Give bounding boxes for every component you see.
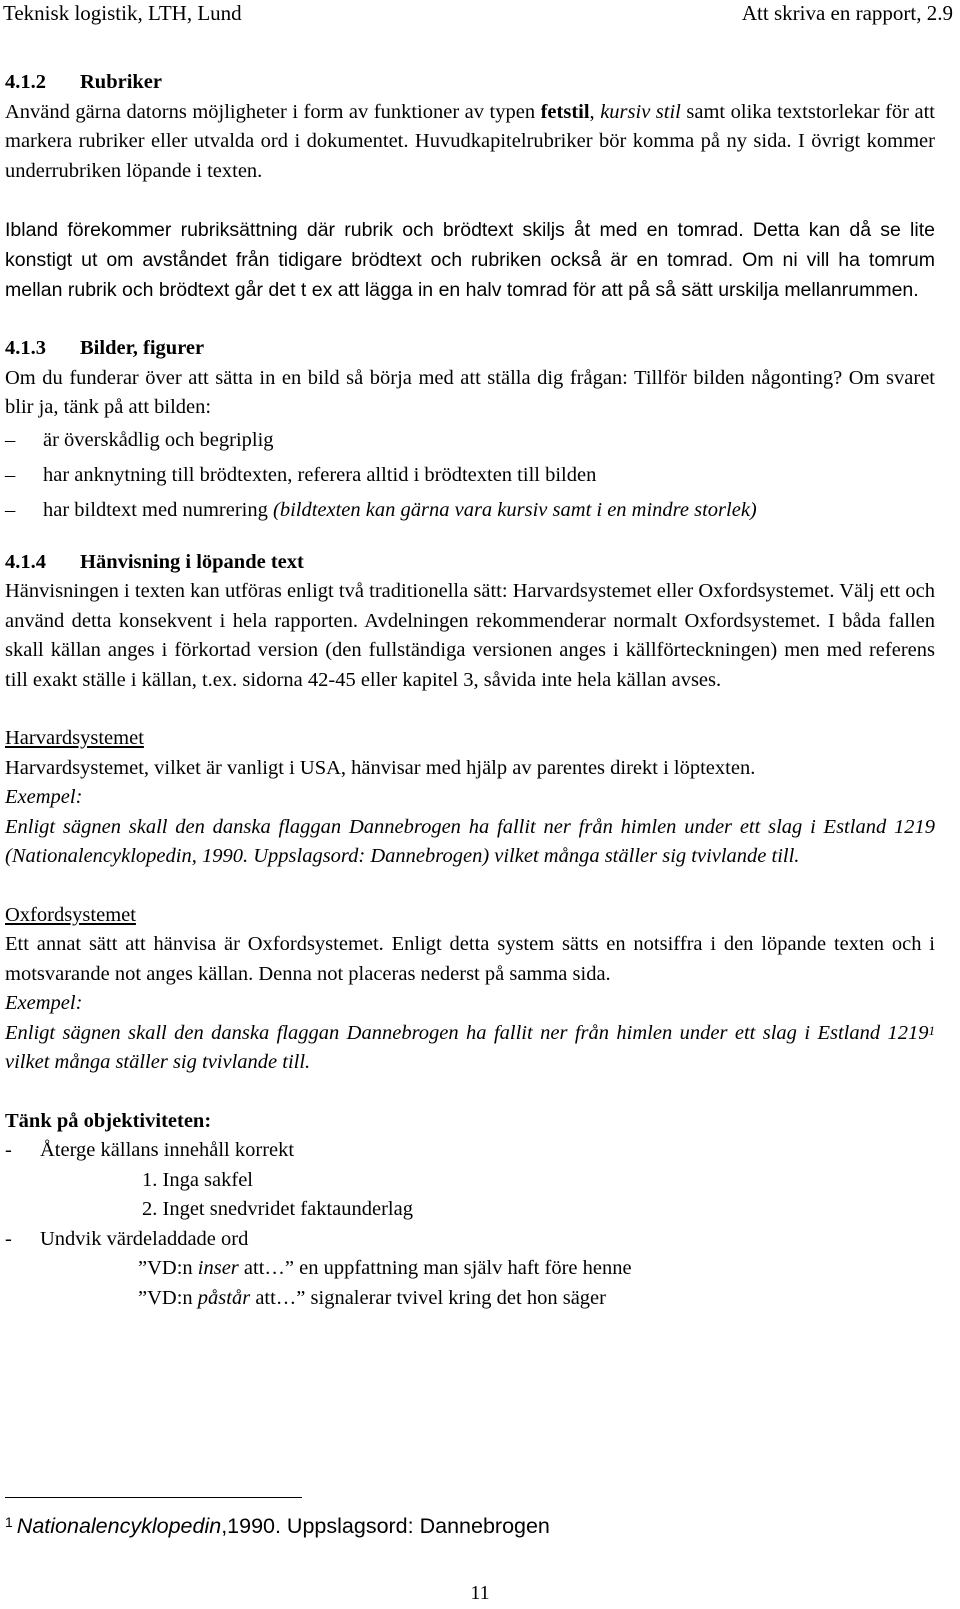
italic-text: inser [197,1257,239,1279]
text-run: Använd gärna datorns möjligheter i form av funktioner av typen [5,100,541,123]
harvard-example: Enligt sägnen skall den danska flaggan Dannebrogen ha fallit ner från himlen under ett slag i Estland 1219 (Nationalencyklopedin, 1990. Uppslagsord: Dannebrogen) vilket många ställer sig tvivlande till. [5,815,935,867]
footnote-number: 1 [5,1514,13,1530]
header-right: Att skriva en rapport, 2.9 [741,1,953,25]
harvard-example-label: Exempel: [5,786,83,808]
section-title: Rubriker [80,71,162,93]
list-item [5,1136,935,1166]
section-number: 4.1.4 [5,550,46,573]
dash-bullet: – [5,498,16,521]
text-run: , [589,100,601,123]
list-item-text [43,493,757,528]
list-item-text: Återge källans innehåll korrekt [40,1139,295,1161]
dash-bullet: – [5,463,16,486]
text-run: vilket många ställer sig tvivlande till. [5,1051,311,1073]
oxford-example [5,1019,935,1078]
header-left: Teknisk logistik, LTH, Lund [3,1,242,25]
example-line [5,1254,935,1284]
objectivity-list [5,1225,935,1255]
blank-line [5,305,935,334]
italic-text: (bildtexten kan gärna vara kursiv samt i en mindre storlek) [273,498,757,521]
minus-bullet: - [5,1227,12,1250]
italic-text: kursiv stil [600,100,681,123]
list-item [5,1225,935,1255]
paragraph-rubriker-1 [5,98,935,187]
blank-line [5,186,935,215]
text-run: ”VD:n [138,1257,198,1279]
footnote [5,1512,550,1540]
harvard-text: Harvardsystemet, vilket är vanligt i USA, hänvisar med hjälp av parentes direkt i löptexten. [5,756,756,779]
section-heading-4-1-4 [5,548,935,578]
section-heading-4-1-2 [5,68,935,98]
footnote-reference: 1 [928,1022,935,1038]
example-line [5,1284,935,1314]
image-criteria-list [5,423,935,528]
blank-line [5,1078,935,1107]
page-number: 11 [470,1582,490,1604]
section-title: Bilder, figurer [80,337,205,359]
text-run: har bildtext med numrering [43,498,273,521]
harvard-heading: Harvardsystemet [5,727,144,749]
text-run: att…” signalerar tvivel kring det hon säger [250,1286,606,1309]
oxford-example-label: Exempel: [5,992,83,1014]
list-item-text: har anknytning till brödtexten, referera alltid i brödtexten till bilden [43,463,597,486]
sub-item: 2. Inget snedvridet faktaunderlag [142,1198,413,1220]
list-item [5,423,935,458]
paragraph-bilder: Om du funderar över att sätta in en bild så börja med att ställa dig frågan: Tillför bilden någonting? Om svaret blir ja, tänk på att bilden: [5,366,935,418]
blank-line [5,695,935,724]
footnote-separator [5,1497,302,1498]
objectivity-heading: Tänk på objektiviteten: [5,1109,212,1132]
list-item [5,458,935,493]
list-item [5,493,935,528]
italic-text: påstår [197,1286,251,1309]
paragraph-rubriker-2: Ibland förekommer rubriksättning där rubrik och brödtext skiljs åt med en tomrad. Detta kan då se lite konstigt ut om avståndet från tidigare brödtext och rubriken också är en tomrad. Om ni vill ha tomrum mellan rubrik och brödtext går det t ex att lägga in en halv tomrad för att på så sätt urskilja mellanrummen. [5,219,935,301]
dash-bullet: – [5,428,16,451]
section-heading-4-1-3 [5,334,935,364]
text-run: ”VD:n [138,1286,198,1309]
section-number: 4.1.2 [5,71,46,93]
italic-text: Nationalencyklopedin [16,1514,222,1538]
document-body [5,68,935,1313]
section-title: Hänvisning i löpande text [80,550,304,573]
text-run: Enligt sägnen skall den danska flaggan Dannebrogen ha fallit ner från himlen under ett slag i Estland 1219 [5,1021,929,1044]
text-run: ,1990. Uppslagsord: Dannebrogen [221,1514,550,1538]
oxford-text: Ett annat sätt att hänvisa är Oxfordsystemet. Enligt detta system sätts en notsiffra i den löpande texten och i motsvarande not anges källan. Denna not placeras nederst på samma sida. [5,933,935,985]
bold-text: fetstil [540,100,590,123]
minus-bullet: - [5,1139,12,1161]
sub-item: 1. Inga sakfel [142,1168,253,1191]
paragraph-hanvisning: Hänvisningen i texten kan utföras enligt två traditionella sätt: Harvardsystemet eller Oxfordsystemet. Välj ett och använd detta konsekvent i hela rapporten. Avdelningen rekommenderar normalt Oxfordsystemet. I båda fallen skall källan anges i förkortad version (den fullständiga versionen anges i källförteckningen) men med referens till exakt ställe i källan, t.ex. sidorna 42-45 eller kapitel 3, såvida inte hela källan avses. [5,580,935,691]
objectivity-list [5,1136,935,1166]
text-run: samt olika textstorlekar för att markera rubriker eller utvalda ord i dokumentet. Huvudkapitelrubriker bör komma på ny sida. I övrigt kommer underrubriken löpande i texten. [5,100,936,182]
section-number: 4.1.3 [5,337,46,359]
blank-line [5,872,935,901]
list-item-text: Undvik värdeladdade ord [40,1227,249,1250]
text-run: att…” en uppfattning man själv haft före henne [238,1257,632,1279]
oxford-heading: Oxfordsystemet [5,903,136,926]
list-item-text: är överskådlig och begriplig [43,428,274,451]
blank-line [5,528,935,548]
